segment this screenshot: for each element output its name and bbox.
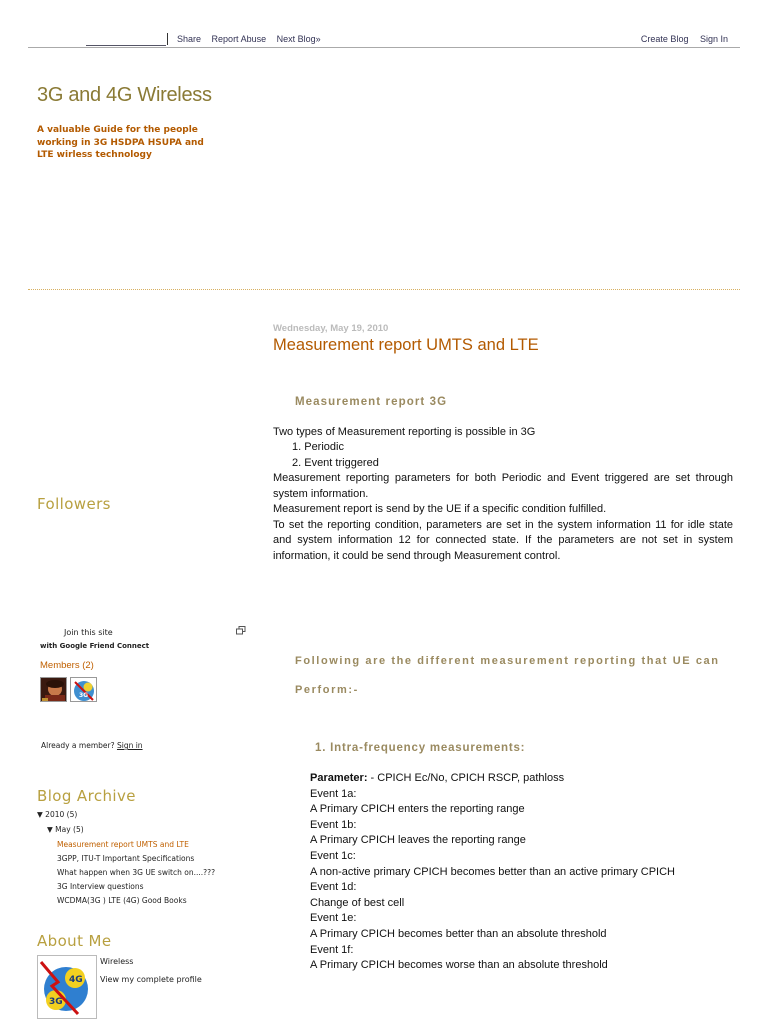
- already-member-text: [41, 741, 143, 750]
- archive-post-link[interactable]: What happen when 3G UE switch on....???: [57, 868, 216, 877]
- archive-month-toggle[interactable]: [47, 825, 84, 834]
- triangle-down-icon: ▼: [37, 810, 43, 819]
- navbar-search-input[interactable]: [86, 40, 166, 46]
- event-line: Event 1a:: [310, 787, 357, 800]
- events-list: [310, 771, 740, 974]
- popout-icon[interactable]: [236, 626, 246, 635]
- body-line: Measurement report is send by the UE if a specific condition fulfilled.: [273, 503, 607, 515]
- list-item: 2. Event triggered: [292, 456, 379, 469]
- navbar-links: [177, 34, 329, 44]
- member-avatar[interactable]: [40, 677, 67, 702]
- event-line: Event 1c:: [310, 849, 356, 862]
- archive-month-label: May (5): [55, 825, 84, 834]
- parameter-label: Parameter:: [310, 772, 368, 784]
- already-member-label: Already a member?: [41, 741, 115, 750]
- parameter-line: [310, 771, 740, 787]
- event-line: Change of best cell: [310, 896, 405, 909]
- header-divider: [28, 289, 740, 290]
- report-abuse-link[interactable]: Report Abuse: [211, 34, 267, 44]
- google-friend-connect-label: with Google Friend Connect: [40, 642, 150, 650]
- body-line: Measurement reporting parameters for both Periodic and Event triggered are set through system information.: [273, 472, 733, 500]
- blogger-navbar: [28, 30, 740, 48]
- svg-text:3G: 3G: [79, 692, 89, 699]
- following-heading: Following are the different measurement reporting that UE can Perform:-: [295, 655, 720, 696]
- event-line: A Primary CPICH becomes worse than an absolute threshold: [310, 959, 608, 972]
- body-line: To set the reporting condition, parameters are set in the system information 11 for idle state and system information 12 for connected state. If the parameters are not set in system information, it could be send through Measurement control.: [273, 518, 733, 562]
- blog-title[interactable]: 3G and 4G Wireless: [37, 84, 212, 106]
- next-blog-link[interactable]: Next Blog»: [276, 34, 321, 44]
- parameter-value: - CPICH Ec/No, CPICH RSCP, pathloss: [367, 772, 565, 784]
- archive-year-toggle[interactable]: [37, 810, 77, 819]
- archive-post-link[interactable]: 3G Interview questions: [57, 882, 144, 891]
- list-item: 1. Periodic: [292, 441, 344, 453]
- blog-description: A valuable Guide for the people working in 3G HSDPA HSUPA and LTE wirless technology: [37, 125, 204, 160]
- body-paragraphs: [273, 471, 733, 564]
- archive-post-link[interactable]: Measurement report UMTS and LTE: [57, 840, 189, 849]
- followers-heading: Followers: [37, 495, 111, 513]
- view-profile-link[interactable]: View my complete profile: [100, 975, 202, 984]
- sign-in-sidebar-link[interactable]: Sign in: [116, 741, 143, 750]
- post-date: Wednesday, May 19, 2010: [273, 323, 389, 334]
- post-title[interactable]: Measurement report UMTS and LTE: [273, 336, 539, 354]
- event-line: Event 1e:: [310, 912, 357, 925]
- profile-image[interactable]: [37, 955, 97, 1019]
- intra-frequency-heading: 1. Intra-frequency measurements:: [315, 742, 526, 754]
- event-line: A Primary CPICH becomes better than an absolute threshold: [310, 927, 607, 940]
- event-line: Event 1d:: [310, 881, 357, 894]
- event-line: A Primary CPICH enters the reporting range: [310, 803, 525, 816]
- blog-archive-heading: Blog Archive: [37, 787, 136, 805]
- svg-text:4G: 4G: [69, 975, 83, 985]
- share-link[interactable]: Share: [177, 34, 202, 44]
- archive-post-link[interactable]: 3GPP, ITU-T Important Specifications: [57, 854, 195, 863]
- sign-in-link[interactable]: Sign In: [699, 34, 728, 44]
- navbar-right-links: [632, 34, 728, 44]
- archive-post-link[interactable]: WCDMA(3G ) LTE (4G) Good Books: [57, 896, 187, 905]
- event-line: Event 1b:: [310, 818, 357, 831]
- reporting-types-list: [292, 440, 379, 471]
- navbar-divider: [167, 33, 168, 45]
- event-line: A Primary CPICH leaves the reporting range: [310, 834, 526, 847]
- event-line: Event 1f:: [310, 943, 354, 956]
- about-me-heading: About Me: [37, 932, 112, 950]
- intro-paragraph: Two types of Measurement reporting is possible in 3G: [273, 426, 536, 438]
- member-avatar[interactable]: [70, 677, 97, 702]
- create-blog-link[interactable]: Create Blog: [640, 34, 689, 44]
- profile-name[interactable]: Wireless: [100, 957, 134, 966]
- join-site-label: Join this site: [64, 628, 113, 637]
- svg-text:3G: 3G: [49, 997, 63, 1007]
- section-heading: Measurement report 3G: [295, 396, 448, 408]
- archive-year-label: 2010 (5): [45, 810, 78, 819]
- event-line: A non-active primary CPICH becomes better than an active primary CPICH: [310, 865, 675, 878]
- members-count[interactable]: Members (2): [40, 660, 94, 671]
- triangle-down-icon: ▼: [47, 825, 53, 834]
